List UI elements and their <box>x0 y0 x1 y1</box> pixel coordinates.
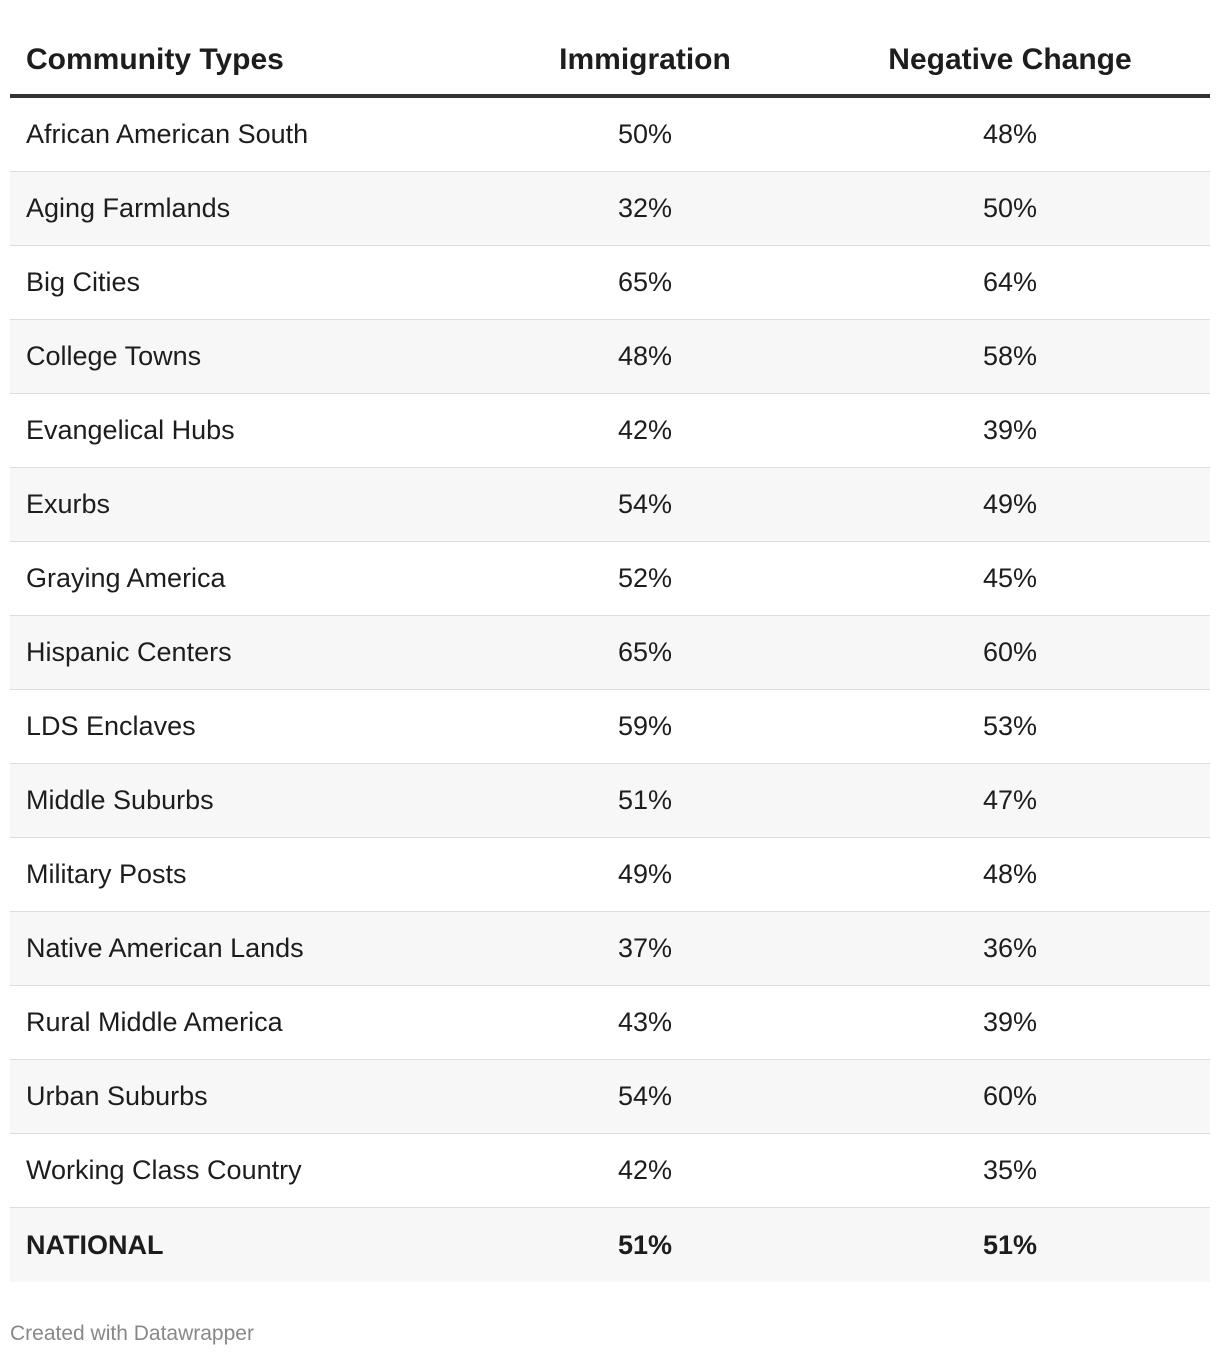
cell-community-type: African American South <box>26 119 309 149</box>
table-header-row <box>10 26 1210 98</box>
cell-community-type: Military Posts <box>26 859 187 889</box>
cell-community-type: Working Class Country <box>26 1155 302 1185</box>
cell-community-type: Middle Suburbs <box>26 785 214 815</box>
cell-community-type: Exurbs <box>26 489 111 519</box>
cell-immigration: 43% <box>617 1007 673 1037</box>
cell-negative-change: 48% <box>982 119 1038 149</box>
table-row <box>10 320 1210 394</box>
cell-negative-change: 50% <box>982 193 1038 223</box>
cell-immigration: 59% <box>617 711 673 741</box>
table-row <box>10 98 1210 172</box>
table-row <box>10 1060 1210 1134</box>
table-row <box>10 838 1210 912</box>
cell-community-type: NATIONAL <box>26 1229 164 1260</box>
table-row <box>10 542 1210 616</box>
table-row <box>10 986 1210 1060</box>
table-row <box>10 246 1210 320</box>
data-table <box>10 26 1210 1282</box>
cell-immigration: 51% <box>617 785 673 815</box>
cell-negative-change: 39% <box>982 1007 1038 1037</box>
cell-negative-change: 45% <box>982 563 1038 593</box>
cell-community-type: Urban Suburbs <box>26 1081 208 1111</box>
cell-community-type: Big Cities <box>26 267 141 297</box>
cell-immigration: 42% <box>617 1155 673 1185</box>
cell-community-type: Graying America <box>26 563 226 593</box>
cell-negative-change: 49% <box>982 489 1038 519</box>
header-negative-change: Negative Change <box>888 43 1132 76</box>
table-row <box>10 616 1210 690</box>
footer-credit: Created with Datawrapper <box>10 1322 254 1345</box>
cell-community-type: College Towns <box>26 341 202 371</box>
table-row <box>10 912 1210 986</box>
table-row <box>10 394 1210 468</box>
cell-community-type: Aging Farmlands <box>26 193 231 223</box>
cell-negative-change: 51% <box>982 1229 1038 1260</box>
cell-immigration: 65% <box>617 637 673 667</box>
cell-community-type: Rural Middle America <box>26 1007 283 1037</box>
header-immigration: Immigration <box>559 43 731 76</box>
table-row <box>10 468 1210 542</box>
cell-immigration: 51% <box>617 1229 673 1260</box>
cell-immigration: 42% <box>617 415 673 445</box>
cell-community-type: Evangelical Hubs <box>26 415 235 445</box>
cell-immigration: 65% <box>617 267 673 297</box>
cell-immigration: 48% <box>617 341 673 371</box>
cell-immigration: 37% <box>617 933 673 963</box>
cell-immigration: 54% <box>617 1081 673 1111</box>
table-row <box>10 172 1210 246</box>
table-row-national <box>10 1208 1210 1282</box>
cell-community-type: Hispanic Centers <box>26 637 232 667</box>
cell-negative-change: 36% <box>982 933 1038 963</box>
cell-immigration: 50% <box>617 119 673 149</box>
table-row <box>10 1134 1210 1208</box>
cell-negative-change: 35% <box>982 1155 1038 1185</box>
cell-immigration: 49% <box>617 859 673 889</box>
cell-negative-change: 48% <box>982 859 1038 889</box>
cell-negative-change: 64% <box>982 267 1038 297</box>
cell-negative-change: 58% <box>982 341 1038 371</box>
cell-immigration: 54% <box>617 489 673 519</box>
cell-negative-change: 47% <box>982 785 1038 815</box>
cell-negative-change: 39% <box>982 415 1038 445</box>
cell-immigration: 52% <box>617 563 673 593</box>
table-row <box>10 690 1210 764</box>
cell-community-type: LDS Enclaves <box>26 711 196 741</box>
cell-immigration: 32% <box>617 193 673 223</box>
cell-negative-change: 60% <box>982 637 1038 667</box>
table-body <box>10 98 1210 1208</box>
cell-negative-change: 60% <box>982 1081 1038 1111</box>
table-row <box>10 764 1210 838</box>
cell-negative-change: 53% <box>982 711 1038 741</box>
cell-community-type: Native American Lands <box>26 933 304 963</box>
header-community-types: Community Types <box>26 43 284 76</box>
